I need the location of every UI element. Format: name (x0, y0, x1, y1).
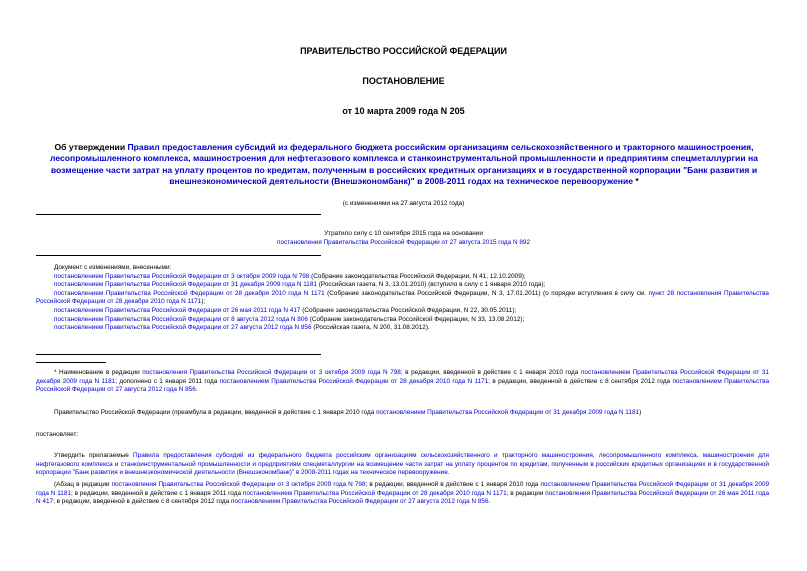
document-title (36, 142, 772, 188)
date-number: от 10 марта 2009 года N 205 (342, 106, 465, 116)
footnote: * Наименование в редакции постановления Правительства Российской Федерации от 3 октября 2009 года N 798; в редакции, введенной в действие с 1 января 2010 года постановлением Правительства Российской Федерации от 31 декабря 2009 года N 1181; дополнено с 1 января 2011 года постановлением Правительства Российской Федерации от 28 декабря 2010 года N 1171; в редакции, введенной в действие с 8 сентября 2012 года постановлением Правительства Российской Федерации от 27 августа 2012 года N 856. (36, 369, 769, 394)
note-link[interactable]: постановлением Правительства Российской Федерации от 31 декабря 2009 года N 1181 (36, 481, 769, 497)
expired-link[interactable]: постановления Правительства Российской Федерации от 27 августа 2015 года N 892 (276, 239, 531, 246)
approve-rules-link[interactable]: Правила предоставления субсидий из федерального бюджета российским организациям сельскохозяйственного и тракторного машиностроения, лесопромышленного комплекса, машиностроения для нефтегазового комплекса и станкоинструментальной промышленности и предприятиям спецметаллургии на возмещение части затрат на уплату процентов по кредитам, полученным в российских кредитных организациях и в государственной корпорации "Банк развития и внешнеэкономической деятельности (Внешэкономбанк)" в 2008-2011 годах на техническое перевооружение (36, 452, 769, 477)
amendment-link[interactable]: постановлением Правительства Российской Федерации от 31 декабря 2009 года N 1181 (54, 281, 317, 289)
title-prefix: Об утверждении (54, 142, 128, 152)
amendment-link[interactable]: постановлением Правительства Российской Федерации от 26 мая 2011 года N 417 (54, 306, 301, 314)
amendments-intro: Документ с изменениями, внесенными: (54, 264, 172, 271)
amendment-item: постановлением Правительства Российской Федерации от 28 декабря 2010 года N 1171 (Собрание законодательства Российской Федерации, N 3, 17.01.2011) (о порядке вступления в силу см. пункт 28 постановления Правительства Российской Федерации от 28 декабря 2010 года N 1171); (36, 289, 769, 306)
amended-note: (с изменениями на 27 августа 2012 года) (342, 200, 465, 207)
amendment-item: постановлением Правительства Российской Федерации от 8 августа 2012 года N 806 (Собрание законодательства Российской Федерации, N 33, 13.08.2012); (54, 315, 525, 323)
amendment-link[interactable]: пункт 28 постановления Правительства Российской Федерации от 28 декабря 2010 года N 1171 (36, 289, 769, 306)
amendment-item: постановлением Правительства Российской Федерации от 31 декабря 2009 года N 1181 (Российская газета, N 3, 13.01.2010) (вступило в силу с 1 января 2010 года); (54, 281, 546, 289)
amendment-item: постановлением Правительства Российской Федерации от 27 августа 2012 года N 856 (Российская газета, N 200, 31.08.2012). (54, 324, 430, 332)
amendment-item: постановлением Правительства Российской Федерации от 3 октября 2009 года N 798 (Собрание законодательства Российской Федерации, N 41, 12.10.2009); (54, 272, 526, 280)
footnote-link[interactable]: постановлением Правительства Российской Федерации от 31 декабря 2009 года N 1181 (36, 369, 769, 385)
footnote-link[interactable]: постановлением Правительства Российской Федерации от 27 августа 2012 года N 856 (36, 377, 769, 394)
footnote-link[interactable]: постановления Правительства Российской Федерации от 3 октября 2009 года N 798 (142, 369, 401, 376)
note-link[interactable]: постановлением Правительства Российской Федерации от 27 августа 2012 года N 856 (231, 498, 489, 506)
divider (36, 214, 321, 215)
note-link[interactable]: постановления Правительства Российской Федерации от 26 мая 2011 года N 417 (36, 489, 770, 506)
amendment-item: постановлением Правительства Российской Федерации от 26 мая 2011 года N 417 (Собрание законодательства Российской Федерации, N 22, 30.05.2011); (54, 306, 517, 314)
footnote-divider (36, 362, 106, 363)
title-rules-link[interactable]: Правил предоставления субсидий из федерального бюджета российским организациям сельскохозяйственного и тракторного машиностроения, лесопромышленного комплекса, машиностроения для нефтегазового комплекса и станкоинструментальной промышленности и предприятиям спецметаллургии на возмещение части затрат на уплату процентов по кредитам, полученным в российских кредитных организациях и в государственной корпорации "Банк развития и внешнеэкономической деятельности (Внешэкономбанк)" в 2008-2011 годах на техническое перевооружение (50, 142, 758, 187)
note-link[interactable]: постановления Правительства Российской Федерации от 3 октября 2009 года N 798 (111, 481, 366, 488)
decrees-text: постановляет: (36, 431, 79, 438)
title-suffix: * (633, 176, 639, 187)
preamble-link[interactable]: постановлением Правительства Российской Федерации от 31 декабря 2009 года N 1181 (376, 409, 640, 416)
amendment-link[interactable]: постановлением Правительства Российской Федерации от 3 октября 2009 года N 798 (54, 272, 310, 280)
amendment-link[interactable]: постановлением Правительства Российской Федерации от 27 августа 2012 года N 856 (54, 324, 312, 332)
amendments-list (36, 264, 769, 333)
doc-type-heading: ПОСТАНОВЛЕНИЕ (362, 76, 445, 86)
note-link[interactable]: постановлением Правительства Российской Федерации от 28 декабря 2010 года N 1171 (242, 489, 507, 497)
amendment-link[interactable]: постановлением Правительства Российской Федерации от 8 августа 2012 года N 806 (54, 315, 308, 323)
government-heading: ПРАВИТЕЛЬСТВО РОССИЙСКОЙ ФЕДЕРАЦИИ (300, 46, 507, 56)
approve-paragraph: Утвердить прилагаемые Правила предоставления субсидий из федерального бюджета российским организациям сельскохозяйственного и тракторного машиностроения, лесопромышленного комплекса, машиностроения для нефтегазового комплекса и станкоинструментальной промышленности и предприятиям спецметаллургии на возмещение части затрат на уплату процентов по кредитам, полученным в российских кредитных организациях и в государственной корпорации "Банк развития и внешнеэкономической деятельности (Внешэкономбанк)" в 2008-2011 годах на техническое перевооружение. (36, 452, 769, 477)
divider (36, 354, 321, 355)
expired-line: Утратило силу с 10 сентября 2015 года на основании (324, 230, 483, 237)
amendment-link[interactable]: постановлением Правительства Российской Федерации от 28 декабря 2010 года N 1171 (54, 289, 325, 297)
footnote-link[interactable]: постановлением Правительства Российской Федерации от 28 декабря 2010 года N 1171 (219, 377, 489, 385)
divider (36, 255, 321, 256)
preamble: Правительство Российской Федерации (преамбула в редакции, введенной в действие с 1 января 2010 года постановлением Правительства Российской Федерации от 31 декабря 2009 года N 1181) (54, 409, 642, 416)
paragraph-note: (Абзац в редакции постановления Правительства Российской Федерации от 3 октября 2009 года N 798; в редакции, введенной в действие с 1 января 2010 года постановлением Правительства Российской Федерации от 31 декабря 2009 года N 1181; в редакции, введенной в действие с 1 января 2011 года постановлением Правительства Российской Федерации от 28 декабря 2010 года N 1171; в редакции постановления Правительства Российской Федерации от 26 мая 2011 года N 417; в редакции, введенной в действие с 8 сентября 2012 года постановлением Правительства Российской Федерации от 27 августа 2012 года N 856. (36, 481, 770, 506)
